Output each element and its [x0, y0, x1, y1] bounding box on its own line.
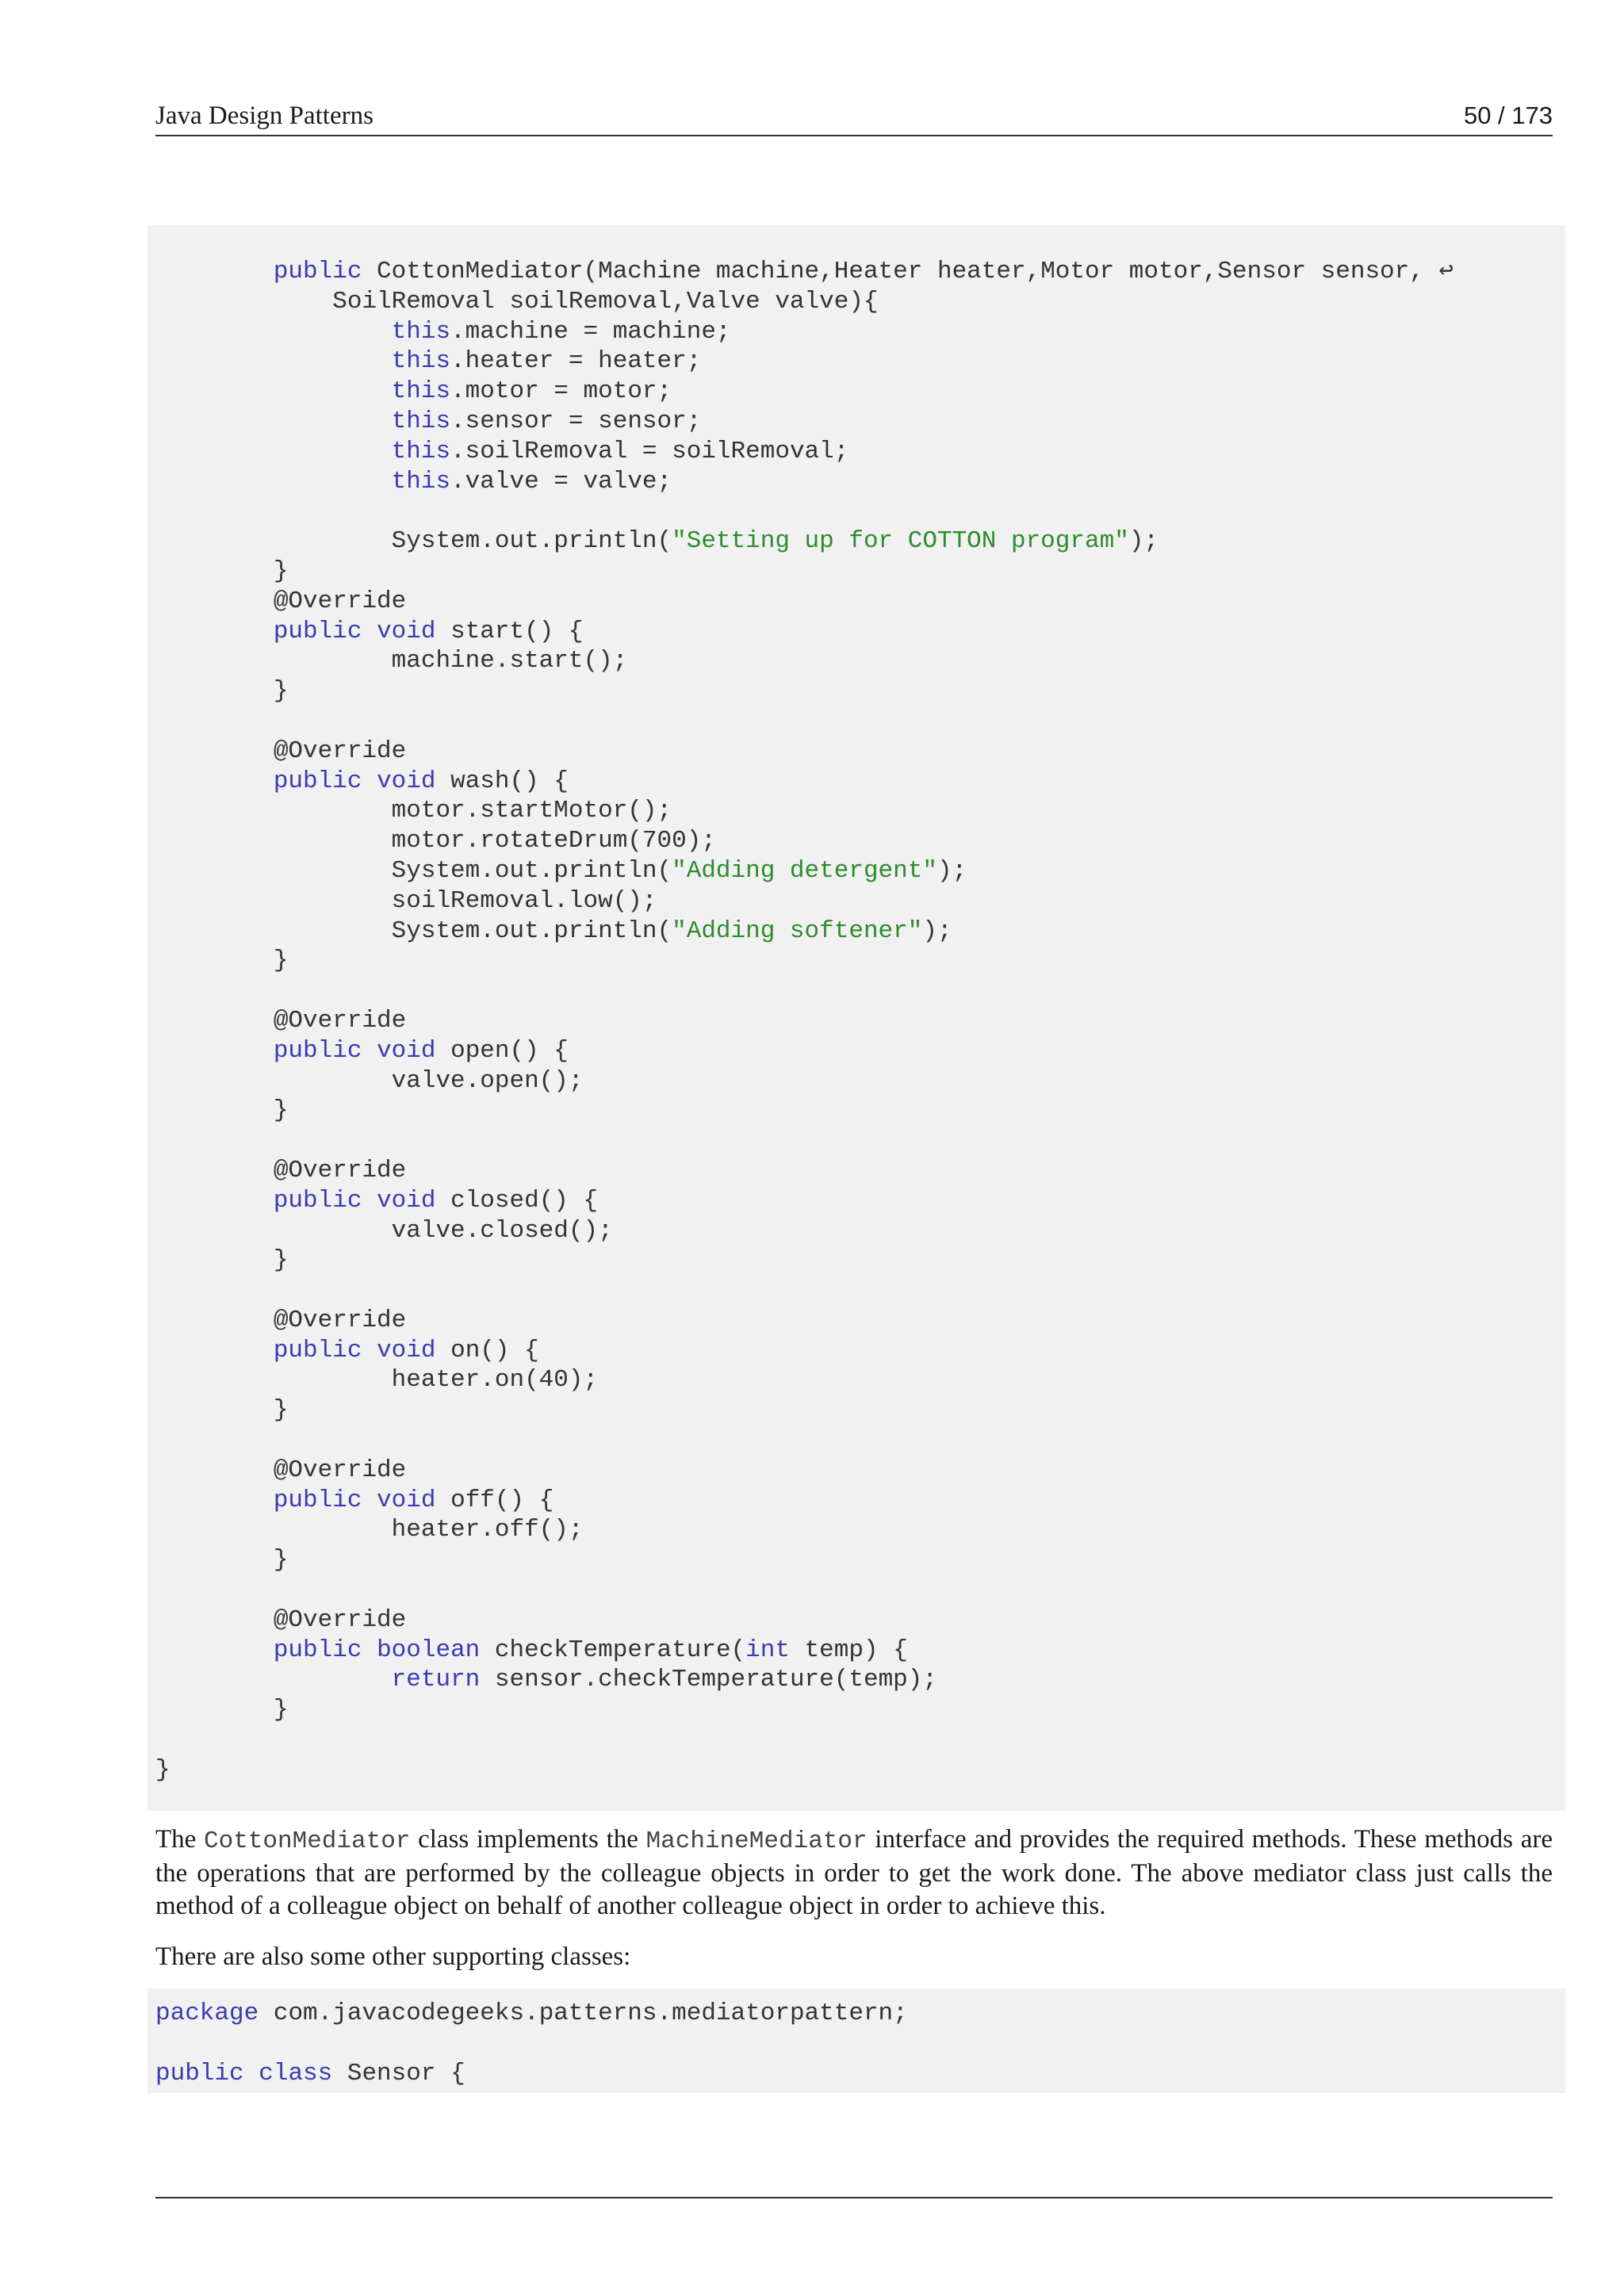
- code-text: [155, 1456, 274, 1484]
- code-keyword: class: [259, 2059, 333, 2087]
- code-keyword: public: [273, 1186, 362, 1215]
- code-text: [155, 347, 392, 375]
- code-text: );: [1128, 527, 1159, 556]
- code-annotation: @Override: [273, 587, 407, 615]
- code-keyword: public: [273, 617, 362, 645]
- code-text: [362, 1636, 377, 1664]
- code-keyword: public: [155, 2059, 244, 2087]
- code-text: wash() {: [435, 767, 569, 795]
- code-block-cotton-mediator: [147, 225, 1565, 1811]
- code-text: .motor = motor;: [450, 377, 672, 406]
- code-text: [362, 1337, 377, 1364]
- code-text: .valve = valve;: [450, 467, 672, 496]
- code-text: [155, 408, 392, 435]
- code-text: }: [155, 1546, 289, 1575]
- code-text: valve.closed();: [155, 1216, 613, 1245]
- supporting-classes-paragraph: There are also some other supporting classes:: [155, 1942, 631, 1971]
- code-keyword: this: [391, 467, 451, 496]
- inline-code-cotton-mediator: CottonMediator: [203, 1827, 411, 1855]
- code-text: }: [155, 1096, 289, 1125]
- code-text: open() {: [435, 1036, 569, 1065]
- code-keyword: this: [391, 407, 451, 435]
- code-text: [155, 1487, 274, 1514]
- code-text: System.out.println(: [155, 856, 672, 885]
- code-text: [155, 377, 392, 405]
- code-listing: [147, 225, 1565, 1785]
- code-text: com.javacodegeeks.patterns.mediatorpattern;: [259, 1999, 908, 2027]
- code-text: [155, 258, 274, 285]
- code-keyword: void: [377, 1486, 436, 1514]
- code-text: System.out.println(: [155, 527, 672, 556]
- code-keyword: void: [377, 767, 436, 795]
- code-string: "Adding detergent": [672, 856, 937, 885]
- footer-rule: [155, 2197, 1553, 2198]
- code-string: "Setting up for COTTON program": [672, 527, 1129, 556]
- document-title: Java Design Patterns: [155, 101, 373, 130]
- inline-code-machine-mediator: MachineMediator: [645, 1827, 868, 1855]
- code-text: .machine = machine;: [450, 317, 731, 346]
- code-text: [155, 767, 274, 795]
- code-keyword: int: [745, 1636, 790, 1664]
- code-keyword: public: [273, 767, 362, 795]
- code-keyword: void: [377, 1036, 436, 1065]
- code-text: valve.open();: [155, 1066, 584, 1095]
- code-text: soilRemoval.low();: [155, 886, 657, 915]
- code-text: }: [155, 1246, 289, 1275]
- code-text: [155, 1007, 274, 1035]
- code-text: .soilRemoval = soilRemoval;: [450, 437, 849, 465]
- code-text: }: [155, 1696, 289, 1724]
- code-keyword: this: [391, 437, 451, 465]
- code-text: [155, 618, 274, 645]
- code-annotation: @Override: [273, 1605, 407, 1634]
- explanation-paragraph: [155, 1823, 1553, 1923]
- code-annotation: @Override: [273, 737, 407, 765]
- code-text: [362, 1037, 377, 1065]
- code-text: }: [155, 557, 289, 585]
- code-text: [155, 1037, 274, 1065]
- code-keyword: boolean: [377, 1636, 481, 1664]
- code-keyword: public: [273, 1636, 362, 1664]
- paragraph-text: class implements the: [410, 1825, 646, 1854]
- code-text: }: [155, 1755, 170, 1784]
- code-text: [155, 438, 392, 465]
- code-text: System.out.println(: [155, 916, 672, 945]
- code-text: [362, 767, 377, 795]
- code-text: .sensor = sensor;: [450, 407, 702, 435]
- code-text: }: [155, 1396, 289, 1425]
- code-keyword: public: [273, 1486, 362, 1514]
- code-text: [155, 1606, 274, 1634]
- paragraph-text: interface and provides the required methods. These methods are the operations that are performed by the colleague objects in order to get the work done. The above mediator class just calls the method of a colleague object on behalf of another colleague object in order to achieve this.: [155, 1825, 1553, 1920]
- code-text: .heater = heater;: [450, 347, 702, 376]
- code-text: [155, 1307, 274, 1334]
- code-text: off() {: [435, 1486, 554, 1514]
- code-text: motor.rotateDrum(700);: [155, 827, 716, 855]
- page-header: [155, 100, 1553, 136]
- code-text: [155, 1666, 392, 1693]
- code-text: motor.startMotor();: [155, 797, 672, 825]
- code-block-sensor: [147, 1988, 1565, 2093]
- code-text: }: [155, 677, 289, 706]
- code-text: [155, 737, 274, 765]
- code-text: temp) {: [789, 1636, 908, 1664]
- code-keyword: void: [377, 617, 436, 645]
- paragraph-text: The: [155, 1825, 204, 1854]
- code-listing: [147, 1988, 1565, 2088]
- code-text: heater.off();: [155, 1516, 584, 1544]
- code-keyword: this: [391, 317, 451, 346]
- code-keyword: void: [377, 1186, 436, 1215]
- code-keyword: this: [391, 347, 451, 376]
- code-keyword: public: [273, 1336, 362, 1364]
- code-text: }: [155, 947, 289, 975]
- code-text: [155, 587, 274, 615]
- code-text: [244, 2060, 259, 2087]
- code-text: );: [922, 916, 952, 945]
- code-text: start() {: [435, 617, 584, 645]
- code-text: sensor.checkTemperature(temp);: [480, 1666, 937, 1694]
- code-text: [155, 1636, 274, 1664]
- code-text: machine.start();: [155, 647, 628, 675]
- code-text: closed() {: [435, 1186, 599, 1215]
- code-text: on() {: [435, 1336, 539, 1364]
- code-annotation: @Override: [273, 1306, 407, 1334]
- code-annotation: @Override: [273, 1006, 407, 1035]
- code-keyword: void: [377, 1336, 436, 1364]
- code-annotation: @Override: [273, 1456, 407, 1484]
- code-text: [155, 1337, 274, 1364]
- code-text: heater.on(40);: [155, 1366, 599, 1395]
- code-text: SoilRemoval soilRemoval,Valve valve){: [155, 287, 879, 316]
- code-keyword: package: [155, 1999, 259, 2027]
- code-text: [362, 618, 377, 645]
- code-text: [362, 1187, 377, 1215]
- code-annotation: @Override: [273, 1156, 407, 1184]
- page-number: 50 / 173: [1463, 101, 1553, 129]
- code-text: [155, 468, 392, 496]
- code-text: );: [936, 856, 967, 885]
- code-text: checkTemperature(: [480, 1636, 746, 1664]
- line-continuation-icon: ↩: [1438, 258, 1454, 285]
- code-keyword: public: [273, 1036, 362, 1065]
- code-string: "Adding softener": [672, 916, 923, 945]
- code-text: [155, 1157, 274, 1184]
- code-keyword: this: [391, 377, 451, 406]
- code-text: [155, 1187, 274, 1215]
- code-text: [362, 1487, 377, 1514]
- code-text: Sensor {: [332, 2059, 465, 2087]
- code-keyword: public: [273, 258, 362, 285]
- code-keyword: return: [391, 1666, 481, 1694]
- code-text: CottonMediator(Machine machine,Heater heater,Motor motor,Sensor sensor,: [362, 258, 1439, 285]
- code-text: [155, 318, 392, 346]
